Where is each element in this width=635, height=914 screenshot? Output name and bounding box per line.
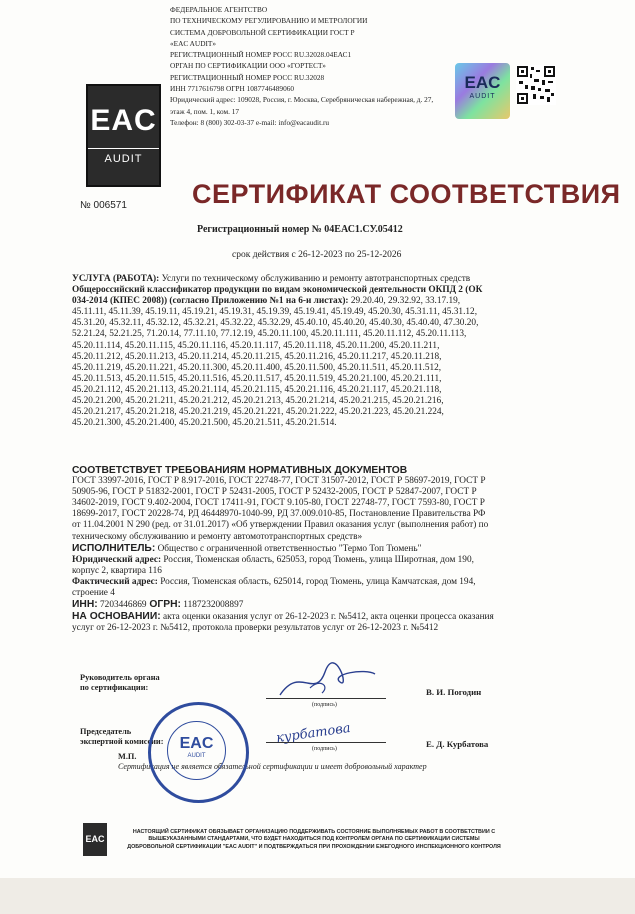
okpd-label: 034-2014 (КПЕС 2008)) (согласно Приложению №1 на 6-и листах): <box>72 296 349 307</box>
actual-address-cont: строение 4 <box>72 588 115 599</box>
stamp-text: EAC <box>179 735 214 752</box>
head-label <box>80 673 160 693</box>
inn-value: 7203446869 <box>97 600 147 611</box>
requirements-line: 34602-2019, ГОСТ 9.402-2004, ГОСТ 17411-91, ГОСТ 9.105-80, ГОСТ 22748-77, ГОСТ 7593-80, ГОСТ Р <box>72 498 485 509</box>
ogrn-label: ОГРН: <box>146 599 181 611</box>
certificate-number: № 006571 <box>80 200 127 211</box>
okpd-codes: 45.20.11.513, 45.20.11.515, 45.20.11.516, 45.20.11.517, 45.20.11.519, 45.20.21.100, 45.20.21.111, <box>72 373 442 384</box>
okpd-codes: 45.20.21.300, 45.20.21.400, 45.20.21.500, 45.20.21.511, 45.20.21.514. <box>72 418 337 429</box>
header-line: ФЕДЕРАЛЬНОЕ АГЕНТСТВО <box>170 5 268 14</box>
okpd-codes: 45.20.11.212, 45.20.11.213, 45.20.11.214, 45.20.11.215, 45.20.11.216, 45.20.11.217, 45.20.11.218, <box>72 351 442 362</box>
header-line: ИНН 7717616798 ОГРН 1087746489060 <box>170 84 295 94</box>
service-line <box>72 296 482 307</box>
expert-label-line: экспертной комиссии: <box>80 737 164 746</box>
voluntary-note: Сертификация не является обязательной сертификации и имеет добровольный характер <box>118 762 427 771</box>
service-text: Услуги по техническому обслуживанию и ремонту автотранспортных средств <box>159 274 471 284</box>
head-label-line: Руководитель органа <box>80 673 160 682</box>
qr-code-icon <box>516 65 556 105</box>
legal-address-line <box>72 555 494 566</box>
head-label-line: по сертификации: <box>80 683 149 692</box>
requirements-section <box>72 465 494 634</box>
stamp-subtext: AUDIT <box>187 753 206 759</box>
okpd-codes: 45.20.11.114, 45.20.11.115, 45.20.11.116, 45.20.11.117, 45.20.11.118, 45.20.11.200, 45.20.11.211, <box>72 340 440 351</box>
expert-label-line: Председатель <box>80 727 132 736</box>
header-line: РЕГИСТРАЦИОННЫЙ НОМЕР РОСС RU.32028 <box>170 72 325 82</box>
validity-period: срок действия с 26-12-2023 по 25-12-2026 <box>232 250 402 260</box>
executor-label: ИСПОЛНИТЕЛЬ: <box>72 542 156 554</box>
header-line: этаж 4, пом. 1, ком. 17 <box>170 106 240 116</box>
requirements-heading: СООТВЕТСТВУЕТ ТРЕБОВАНИЯМ НОРМАТИВНЫХ ДОКУМЕНТОВ <box>72 465 408 476</box>
basis-label: НА ОСНОВАНИИ: <box>72 611 161 623</box>
actual-address-label: Фактический адрес: <box>72 576 158 587</box>
header-line: СИСТЕМА ДОБРОВОЛЬНОЙ СЕРТИФИКАЦИИ ГОСТ Р <box>170 27 355 37</box>
head-name: В. И. Погодин <box>426 687 482 697</box>
header-line: ОРГАН ПО СЕРТИФИКАЦИИ ООО «ГОРТЕСТ» <box>170 61 326 71</box>
logo-text: EAC <box>90 104 157 137</box>
basis-cont: услуг от 26-12-2023 г. №5412, протокола проверки результатов услуг от 26-12-2023 г. №5412 <box>72 623 439 634</box>
footer-line: НАСТОЯЩИЙ СЕРТИФИКАТ ОБЯЗЫВАЕТ ОРГАНИЗАЦИЮ ПОДДЕРЖИВАТЬ СОСТОЯНИЕ ВЫПОЛНЯЕМЫХ РАБОТ В СООТВЕТСТВИИ С <box>132 829 496 835</box>
service-line <box>72 285 482 296</box>
basis-text: акта оценки оказания услуг от 26-12-2023 г. №5412, акта оценки процесса оказания <box>160 612 494 623</box>
mp-label: М.П. <box>118 752 137 761</box>
registration-number: Регистрационный номер № 04ЕАС1.СУ.05412 <box>197 224 403 235</box>
hologram-text: EAC <box>464 73 501 92</box>
issuer-header <box>170 4 433 128</box>
legal-address-label: Юридический адрес: <box>72 554 162 565</box>
certificate-title: СЕРТИФИКАТ СООТВЕТСТВИЯ <box>192 179 621 209</box>
background-edge <box>0 878 635 914</box>
okpd-codes: 45.31.20, 45.32.11, 45.32.12, 45.32.21, 45.32.22, 45.32.29, 45.40.10, 45.40.20, 45.40.30, 45.40.40, 47.30.20, <box>72 318 479 329</box>
head-signature-line <box>266 698 386 699</box>
okpd-codes: 45.20.21.217, 45.20.21.218, 45.20.21.219, 45.20.21.221, 45.20.21.222, 45.20.21.223, 45.20.21.224, <box>72 407 444 418</box>
expert-signature-line <box>266 742 386 743</box>
requirements-line: 50905-96, ГОСТ Р 51832-2001, ГОСТ Р 52431-2005, ГОСТ Р 52432-2005, ГОСТ Р 52847-2007, ГОСТ Р <box>72 487 477 498</box>
eac-audit-logo <box>86 84 161 187</box>
okpd-codes: 45.11.11, 45.11.39, 45.19.11, 45.19.21, 45.19.31, 45.19.39, 45.19.41, 45.19.49, 45.20.30, 45.31.11, 45.31.12, <box>72 307 478 318</box>
signature-caption: (подпись) <box>312 746 337 752</box>
hologram-subtext: AUDIT <box>469 93 496 100</box>
okpd-codes: 52.21.24, 52.21.25, 71.20.14, 77.11.10, 77.12.19, 45.20.11.100, 45.20.11.111, 45.20.11.112, 45.20.11.113, <box>72 329 467 340</box>
header-line: «EAC AUDIT» <box>170 38 217 48</box>
header-line: ПО ТЕХНИЧЕСКОМУ РЕГУЛИРОВАНИЮ И МЕТРОЛОГИИ <box>170 16 368 26</box>
legal-address-cont: корпус 2, квартира 116 <box>72 565 162 576</box>
legal-address: Россия, Тюменская область, 625053, город Тюмень, улица Широтная, дом 190, <box>161 554 474 565</box>
header-line: Телефон: 8 (800) 302-03-37 e-mail: info@eacaudit.ru <box>170 117 330 127</box>
footer-line: ДОБРОВОЛЬНОЙ СЕРТИФИКАЦИИ "EAC AUDIT" И ПОДТВЕРЖДАТЬСЯ ПРИ ПРОХОЖДЕНИИ ЕЖЕГОДНОГО ИНСПЕКЦИОННОГО КОНТРОЛЯ <box>127 843 501 850</box>
ogrn-value: 1187232008897 <box>180 600 244 611</box>
basis-line <box>72 611 494 623</box>
okpd-codes: 45.20.21.200, 45.20.21.211, 45.20.21.212, 45.20.21.213, 45.20.21.214, 45.20.21.215, 45.20.21.216, <box>72 396 444 407</box>
footer-notice <box>104 829 524 851</box>
executor-line <box>72 543 494 555</box>
stamp-inner-ring <box>167 721 226 780</box>
okpd-label: Общероссийский классификатор продукции по видам экономической деятельности ОКПД 2 (ОК <box>72 285 483 296</box>
signature-caption: (подпись) <box>312 702 337 708</box>
footer-logo: EAC <box>83 823 107 856</box>
certification-stamp <box>148 702 249 803</box>
expert-signature: курбатова <box>275 720 352 747</box>
expert-name: Е. Д. Курбатова <box>426 739 489 749</box>
service-label: УСЛУГА (РАБОТА): <box>72 274 160 284</box>
actual-address-line <box>72 577 494 588</box>
okpd-codes: 45.20.21.112, 45.20.21.113, 45.20.21.114, 45.20.21.115, 45.20.21.116, 45.20.21.117, 45.20.21.118, <box>72 384 442 395</box>
requirements-line: техническому обслуживанию и ремонту автомототранспортных средств» <box>72 531 363 542</box>
hologram-sticker <box>455 63 510 119</box>
inn-label: ИНН: <box>72 599 98 611</box>
okpd-codes: 45.20.11.219, 45.20.11.221, 45.20.11.300, 45.20.11.400, 45.20.11.500, 45.20.11.511, 45.20.11.512, <box>72 362 442 373</box>
header-line: Юридический адрес: 109028, Россия, г. Москва, Серебряническая набережная, д. 27, <box>170 95 434 105</box>
logo-subtext: AUDIT <box>88 148 159 165</box>
requirements-line: ГОСТ 33997-2016, ГОСТ Р 8.917-2016, ГОСТ 22748-77, ГОСТ 31507-2012, ГОСТ Р 58697-2019, ГОСТ Р <box>72 476 486 487</box>
okpd-codes: 29.20.40, 29.32.92, 33.17.19, <box>348 296 461 307</box>
requirements-line: 18699-2017, ГОСТ 20228-74, РД 46448970-1040-99, РД 37.009.010-85, Постановление Правительства РФ <box>72 509 486 520</box>
service-line <box>72 274 482 285</box>
ids-line <box>72 599 494 611</box>
footer-line: ВЫШЕУКАЗАННЫМИ СТАНДАРТАМИ, ЧТО БУДЕТ НАХОДИТЬСЯ ПОД КОНТРОЛЕМ ОРГАНА ПО СЕРТИФИКАЦИИ СИСТЕМЫ <box>148 836 480 843</box>
executor-name: Общество с ограниченной ответственностью "Термо Топ Тюмень" <box>155 543 422 554</box>
service-section <box>72 274 482 429</box>
requirements-line: от 11.04.2001 N 290 (ред. от 31.01.2017) «Об утверждении Правил оказания услуг (выполнения работ) по <box>72 520 489 531</box>
actual-address: Россия, Тюменская область, 625014, город Тюмень, улица Камчатская, дом 194, <box>157 576 476 587</box>
header-line: РЕГИСТРАЦИОННЫЙ НОМЕР РОСС RU.32028.04ЕАС1 <box>170 50 352 60</box>
